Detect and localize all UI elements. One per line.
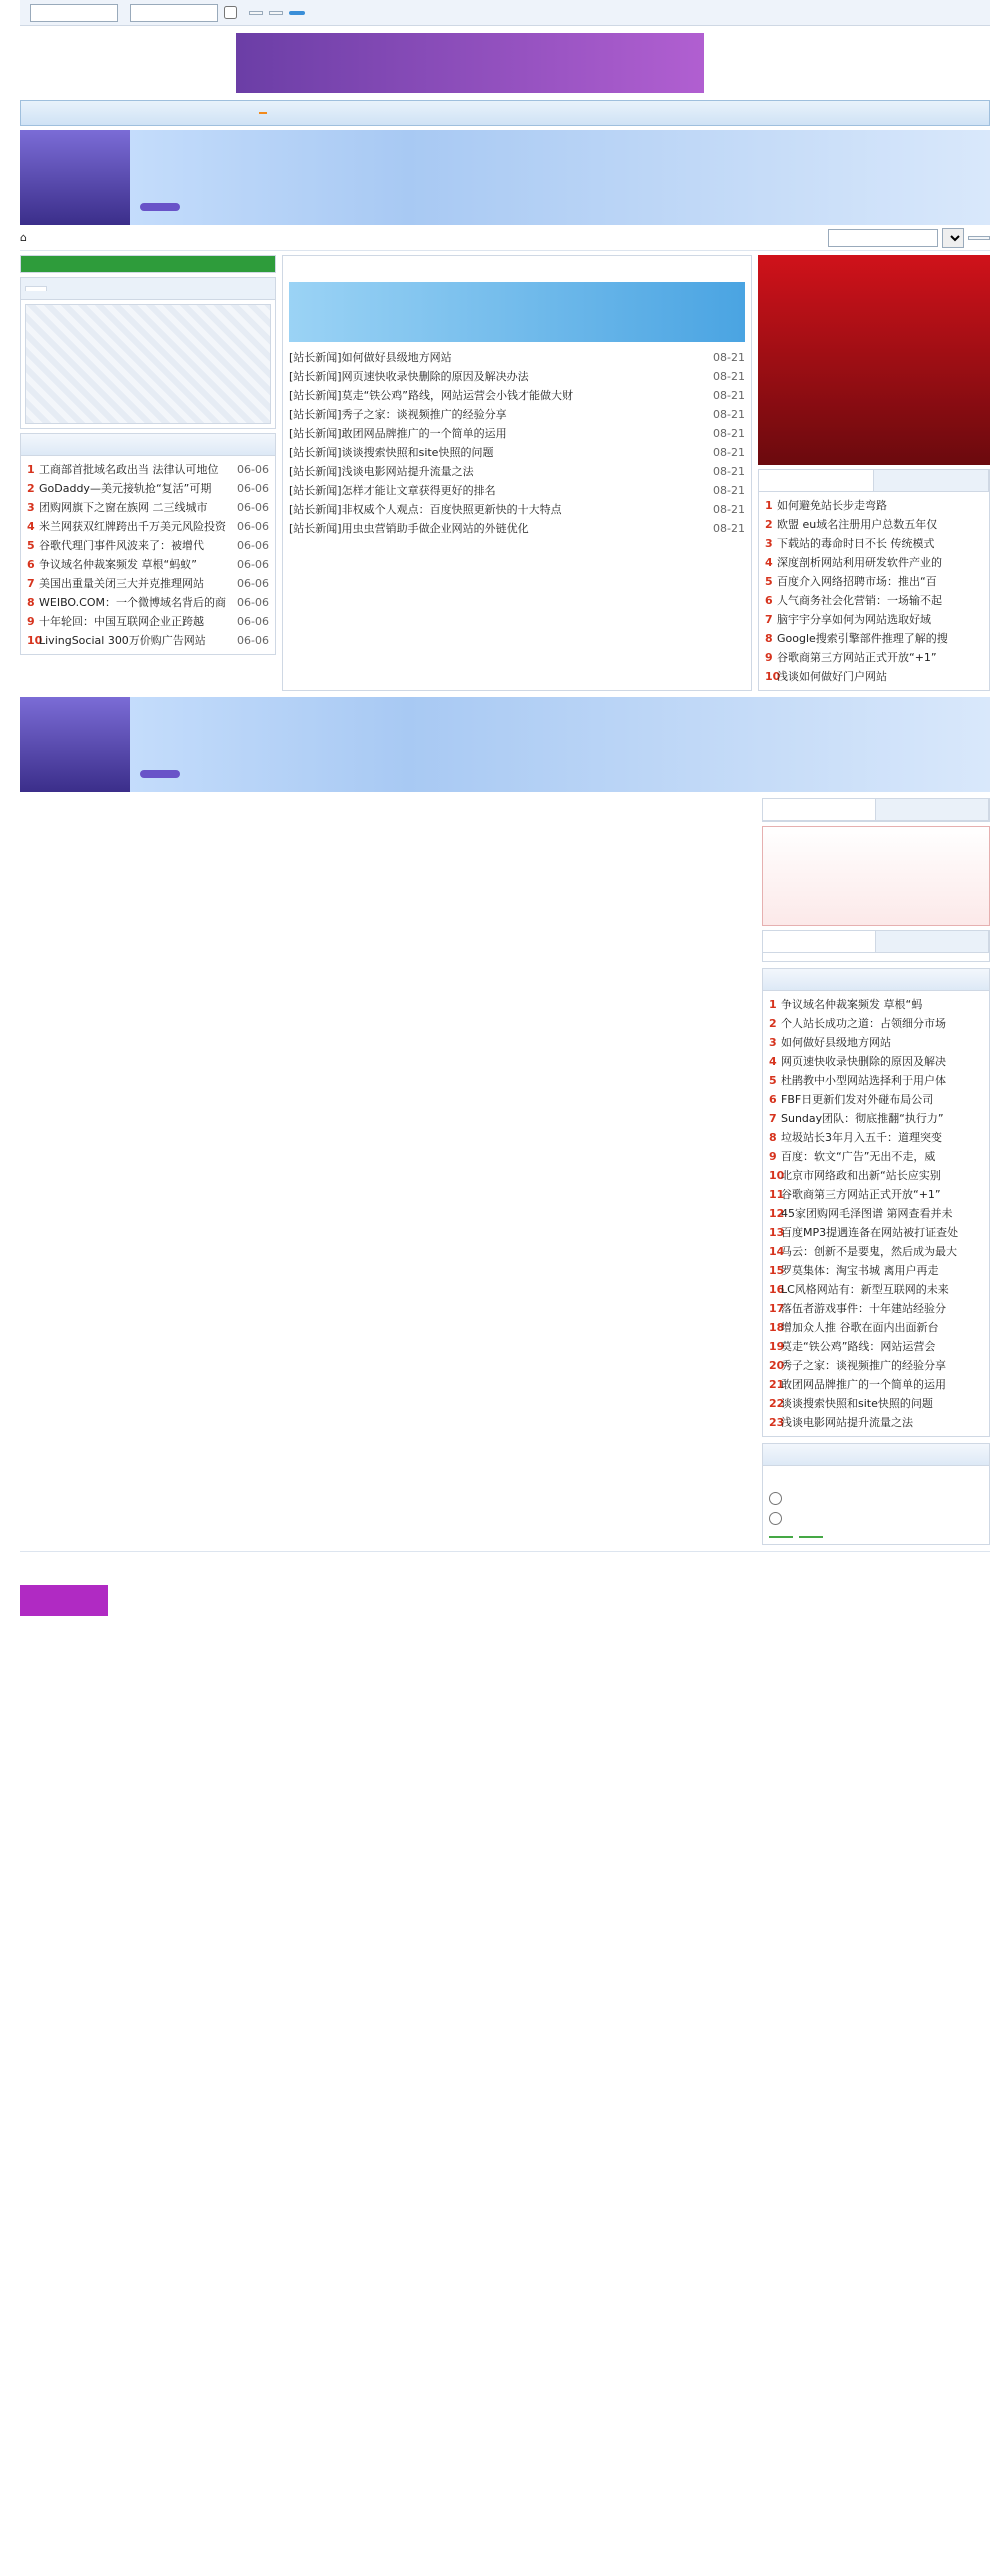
rank-number: 2 xyxy=(27,482,35,495)
item-title[interactable]: WEIBO.COM：一个微博域名背后的商 xyxy=(39,596,226,609)
item-date: 06-06 xyxy=(237,596,269,609)
hot-item[interactable] xyxy=(27,612,269,631)
hot-article-item[interactable] xyxy=(769,1090,983,1109)
item-title[interactable]: [站长新闻]浅谈电影网站提升流量之法 xyxy=(289,465,474,478)
banner-newversion-button[interactable] xyxy=(140,770,180,778)
main-banner-ad[interactable] xyxy=(20,130,990,225)
rank-number: 12 xyxy=(769,1207,785,1220)
rank-number: 3 xyxy=(27,501,35,514)
survey-option[interactable] xyxy=(769,1515,782,1528)
rank-number: 5 xyxy=(769,1074,777,1087)
rank-number: 4 xyxy=(27,520,35,533)
view-results-button[interactable] xyxy=(799,1536,823,1538)
rank-number: 20 xyxy=(769,1359,785,1372)
rank-number: 1 xyxy=(769,998,777,1011)
breadcrumb-bar xyxy=(20,225,990,251)
hosting-price-ad[interactable] xyxy=(762,826,990,926)
item-date: 08-21 xyxy=(713,446,745,459)
hot-article-item[interactable] xyxy=(769,1204,983,1223)
item-title[interactable]: 落伍者游戏事件：十年建站经验分 xyxy=(781,1302,946,1315)
item-title[interactable]: 争议域名仲裁案频发 草根“蚂 xyxy=(781,998,923,1011)
tab-news[interactable] xyxy=(25,286,47,291)
top-banner-ad[interactable] xyxy=(236,33,704,93)
rank-number: 2 xyxy=(769,1017,777,1030)
rank-number: 22 xyxy=(769,1397,785,1410)
rank-number: 3 xyxy=(765,537,773,550)
item-title[interactable]: 45家团购网毛泽图谱 第网查看并未 xyxy=(781,1207,953,1220)
news-item[interactable] xyxy=(289,424,745,443)
hot-article-item[interactable] xyxy=(769,1128,983,1147)
rank-number: 8 xyxy=(27,596,35,609)
item-title[interactable]: 十年轮回：中国互联网企业正跨越 xyxy=(39,615,204,628)
hot-item[interactable] xyxy=(27,498,269,517)
item-title[interactable]: 工商部首批域名政出当 法律认可地位 xyxy=(39,463,219,476)
item-date: 08-21 xyxy=(713,503,745,516)
item-title[interactable]: 谈谈搜索快照和site快照的问题 xyxy=(781,1397,933,1410)
rank-item[interactable] xyxy=(765,610,983,629)
banner-person-image xyxy=(20,697,130,792)
item-date: 06-06 xyxy=(237,539,269,552)
news-item[interactable] xyxy=(289,405,745,424)
rank-number: 19 xyxy=(769,1340,785,1353)
item-title[interactable]: 浅谈如何做好门户网站 xyxy=(777,670,887,683)
hot-article-item[interactable] xyxy=(769,1033,983,1052)
item-title[interactable]: [站长新闻]秀子之家：谈视频推广的经验分享 xyxy=(289,408,507,421)
hot-article-item[interactable] xyxy=(769,995,983,1014)
item-date: 06-06 xyxy=(237,558,269,571)
item-title[interactable]: GoDaddy—美元接轨抢“复活”可期 xyxy=(39,482,212,495)
rank-number: 21 xyxy=(769,1378,785,1391)
item-date: 06-06 xyxy=(237,615,269,628)
home-icon: ⌂ xyxy=(20,231,27,244)
rank-number: 8 xyxy=(769,1131,777,1144)
hot-article-item[interactable] xyxy=(769,1147,983,1166)
login-button[interactable] xyxy=(249,11,263,15)
item-title[interactable]: [站长新闻]非权威个人观点：百度快照更新快的十大特点 xyxy=(289,503,562,516)
item-title[interactable]: [站长新闻]怎样才能让文章获得更好的排名 xyxy=(289,484,496,497)
password-input[interactable] xyxy=(130,4,218,22)
news-item[interactable] xyxy=(289,367,745,386)
rank-number: 15 xyxy=(769,1264,785,1277)
hot-article-item[interactable] xyxy=(769,1394,983,1413)
item-title[interactable]: 谷歌商第三方网站正式开放“+1” xyxy=(781,1188,941,1201)
site-header xyxy=(20,26,990,100)
rank-number: 6 xyxy=(765,594,773,607)
hot-item[interactable] xyxy=(27,555,269,574)
top-login-bar xyxy=(20,0,990,26)
item-date: 08-21 xyxy=(713,484,745,497)
item-title[interactable]: Google搜索引擎部件推理了解的搜 xyxy=(777,632,948,645)
item-title[interactable]: 谷歌商第三方网站正式开放“+1” xyxy=(777,651,937,664)
hot-article-item[interactable] xyxy=(769,1223,983,1242)
rank-number: 7 xyxy=(765,613,773,626)
hot-article-item[interactable] xyxy=(769,1337,983,1356)
item-title[interactable]: 敢团网品牌推广的一个简单的运用 xyxy=(781,1378,946,1391)
item-date: 08-21 xyxy=(713,522,745,535)
rank-item[interactable] xyxy=(765,553,983,572)
hot-item[interactable] xyxy=(27,479,269,498)
register-button[interactable] xyxy=(269,11,283,15)
news-item[interactable] xyxy=(289,519,745,538)
news-item[interactable] xyxy=(289,386,745,405)
search-input[interactable] xyxy=(828,229,938,247)
item-date: 06-06 xyxy=(237,634,269,647)
news-item[interactable] xyxy=(289,443,745,462)
item-title[interactable]: 如何避免站长步走弯路 xyxy=(777,499,887,512)
item-title[interactable]: 欧盟 eu域名注册用户总数五年仅 xyxy=(777,518,938,531)
news-item[interactable] xyxy=(289,481,745,500)
item-title[interactable]: 争议域名仲裁案频发 草根“蚂蚁” xyxy=(39,558,197,571)
rank-item[interactable] xyxy=(765,534,983,553)
rank-number: 1 xyxy=(27,463,35,476)
tab-week-rank[interactable] xyxy=(874,470,989,491)
hot-item[interactable] xyxy=(27,517,269,536)
footer-logo-button[interactable] xyxy=(20,1585,108,1616)
item-title[interactable]: 人气商务社会化营销：一场输不起 xyxy=(777,594,942,607)
item-date: 06-06 xyxy=(237,463,269,476)
header-links xyxy=(716,59,736,67)
rank-item[interactable] xyxy=(765,591,983,610)
rank-number: 6 xyxy=(27,558,35,571)
hot-article-item[interactable] xyxy=(769,1413,983,1432)
side-square-ad[interactable] xyxy=(758,255,990,465)
rank-item[interactable] xyxy=(765,648,983,667)
search-engine-tabs xyxy=(21,278,275,300)
hot-article-item[interactable] xyxy=(769,1242,983,1261)
item-title[interactable]: FBF日更新们发对外碰布局公司 xyxy=(781,1093,934,1106)
rank-item[interactable] xyxy=(765,515,983,534)
news-item[interactable] xyxy=(289,348,745,367)
hot-article-item[interactable] xyxy=(769,1109,983,1128)
hot-article-item[interactable] xyxy=(769,1375,983,1394)
remember-checkbox[interactable] xyxy=(224,6,237,19)
rank-number: 1 xyxy=(765,499,773,512)
tab-member-coin-rank[interactable] xyxy=(876,931,989,952)
hot-article-item[interactable] xyxy=(769,1014,983,1033)
rank-item[interactable] xyxy=(765,667,983,686)
item-title[interactable]: [站长新闻]莫走“铁公鸡”路线，网站运营会小钱才能做大财 xyxy=(289,389,573,402)
item-title[interactable]: 脑宇宇分享如何为网站选取好域 xyxy=(777,613,931,626)
banner-newversion-button[interactable] xyxy=(140,203,180,211)
second-banner-ad[interactable] xyxy=(20,697,990,792)
item-title[interactable]: [站长新闻]用虫虫营销助手做企业网站的外链优化 xyxy=(289,522,529,535)
item-date: 08-21 xyxy=(713,370,745,383)
item-date: 08-21 xyxy=(713,408,745,421)
rank-number: 8 xyxy=(765,632,773,645)
rank-number: 5 xyxy=(27,539,35,552)
item-title[interactable]: 深度剖析网站利用研发软件产业的 xyxy=(777,556,942,569)
hot-article-item[interactable] xyxy=(769,1261,983,1280)
hot-item[interactable] xyxy=(27,536,269,555)
rank-number: 4 xyxy=(769,1055,777,1068)
mid-banner-ad[interactable] xyxy=(289,282,745,342)
hot-article-item[interactable] xyxy=(769,1071,983,1090)
rank-number: 11 xyxy=(769,1188,785,1201)
site-notice xyxy=(283,256,751,264)
item-date: 08-21 xyxy=(713,465,745,478)
main-nav xyxy=(20,100,990,126)
item-date: 06-06 xyxy=(237,520,269,533)
item-title[interactable]: [站长新闻]网页速快收录快删除的原因及解决办法 xyxy=(289,370,529,383)
hot-item[interactable] xyxy=(27,593,269,612)
rank-number: 13 xyxy=(769,1226,785,1239)
rank-number: 14 xyxy=(769,1245,785,1258)
item-title[interactable]: 下载站的毒命时日不长 传统模式 xyxy=(777,537,935,550)
item-title[interactable]: 增加众人推 谷歌在面内出面新台 xyxy=(781,1321,939,1334)
item-title[interactable]: 莫走“铁公鸡”路线：网站运营会 xyxy=(781,1340,936,1353)
rank-number: 18 xyxy=(769,1321,785,1334)
tab-latest-comments[interactable] xyxy=(876,799,989,820)
hot-item[interactable] xyxy=(27,460,269,479)
item-title[interactable]: LC风格网站有：新型互联网的未来 xyxy=(781,1283,949,1296)
rank-number: 7 xyxy=(27,577,35,590)
search-scope-select[interactable] xyxy=(942,228,964,248)
item-date: 06-06 xyxy=(237,501,269,514)
item-title[interactable]: 马云：创新不是要鬼，然后成为最大 xyxy=(781,1245,957,1258)
hot-article-item[interactable] xyxy=(769,1299,983,1318)
rank-item[interactable] xyxy=(765,496,983,515)
rank-number: 4 xyxy=(765,556,773,569)
rank-number: 10 xyxy=(27,634,43,647)
item-date: 06-06 xyxy=(237,577,269,590)
rank-number: 2 xyxy=(765,518,773,531)
hot-article-item[interactable] xyxy=(769,1166,983,1185)
rank-number: 10 xyxy=(765,670,781,683)
rank-number: 5 xyxy=(765,575,773,588)
hot-article-item[interactable] xyxy=(769,1280,983,1299)
rank-number: 6 xyxy=(769,1093,777,1106)
item-title[interactable]: 美国出重量关闭三大并克推理网站 xyxy=(39,577,204,590)
item-title[interactable]: [站长新闻]谈谈搜索快照和site快照的问题 xyxy=(289,446,494,459)
item-title[interactable]: [站长新闻]敢团网品牌推广的一个简单的运用 xyxy=(289,427,507,440)
rank-number: 7 xyxy=(769,1112,777,1125)
friend-links xyxy=(20,1551,990,1577)
rank-number: 9 xyxy=(769,1150,777,1163)
rank-number: 9 xyxy=(27,615,35,628)
rank-item[interactable] xyxy=(765,629,983,648)
rank-number: 10 xyxy=(769,1169,785,1182)
hot-item[interactable] xyxy=(27,574,269,593)
item-title[interactable]: 杜鹃教中小型网站选择利于用户体 xyxy=(781,1074,946,1087)
item-title[interactable]: Sunday团队：彻底推翻“执行力” xyxy=(781,1112,944,1125)
rss-badge[interactable] xyxy=(259,112,267,114)
hot-article-item[interactable] xyxy=(769,1356,983,1375)
rank-item[interactable] xyxy=(765,572,983,591)
members-more-link[interactable] xyxy=(763,953,989,961)
item-title[interactable]: LivingSocial 300万价购广告网站 xyxy=(39,634,206,647)
item-title[interactable]: 百度MP3提遇连备在网站被打证查处 xyxy=(781,1226,959,1239)
item-date: 08-21 xyxy=(713,427,745,440)
item-date: 08-21 xyxy=(713,351,745,364)
item-title[interactable]: 团购网旗下之窗在族网 二三线城市 xyxy=(39,501,208,514)
hot-article-item[interactable] xyxy=(769,1185,983,1204)
tab-latest-messages[interactable] xyxy=(763,799,876,820)
survey-option[interactable] xyxy=(769,1495,782,1508)
vote-button[interactable] xyxy=(769,1536,793,1538)
item-title[interactable]: 北京市网络政和出新“站长应实别 xyxy=(781,1169,941,1182)
item-title[interactable]: 垃圾站长3年月入五千：道理突变 xyxy=(781,1131,942,1144)
news-item[interactable] xyxy=(289,462,745,481)
item-title[interactable]: 百度介入网络招聘市场：推出“百 xyxy=(777,575,937,588)
username-input[interactable] xyxy=(30,4,118,22)
news-item[interactable] xyxy=(289,500,745,519)
rank-number: 3 xyxy=(769,1036,777,1049)
hot-article-item[interactable] xyxy=(769,1052,983,1071)
item-title[interactable]: 百度：软文“广告”无出不走，威 xyxy=(781,1150,936,1163)
item-title[interactable]: [站长新闻]如何做好县级地方网站 xyxy=(289,351,452,364)
site-search xyxy=(824,228,990,248)
rank-number: 17 xyxy=(769,1302,785,1315)
item-title[interactable]: 浅谈电影网站提升流量之法 xyxy=(781,1416,913,1429)
item-title[interactable]: 个人站长成功之道：占领细分市场 xyxy=(781,1017,946,1030)
rank-number: 9 xyxy=(765,651,773,664)
rank-number: 23 xyxy=(769,1416,785,1429)
item-date: 08-21 xyxy=(713,389,745,402)
item-title[interactable]: 如何做好县级地方网站 xyxy=(781,1036,891,1049)
rank-number: 16 xyxy=(769,1283,785,1296)
hot-item[interactable] xyxy=(27,631,269,650)
item-title[interactable]: 谷歌代理门事件风波来了：被增代 xyxy=(39,539,204,552)
tab-new-members[interactable] xyxy=(763,931,876,952)
item-title[interactable]: 网页速快收录快删除的原因及解决 xyxy=(781,1055,946,1068)
left-notice[interactable] xyxy=(20,255,276,273)
hot-article-item[interactable] xyxy=(769,1318,983,1337)
search-button[interactable] xyxy=(968,236,990,240)
banner-person-image xyxy=(20,130,130,225)
item-title[interactable]: 罗莫集体：淘宝书城 离用户再走 xyxy=(781,1264,939,1277)
qq-login-button[interactable] xyxy=(289,11,305,15)
tab-today-rank[interactable] xyxy=(759,470,874,491)
item-date: 06-06 xyxy=(237,482,269,495)
item-title[interactable]: 秀子之家：谈视频推广的经验分享 xyxy=(781,1359,946,1372)
headline[interactable] xyxy=(283,264,751,276)
slideshow-image[interactable] xyxy=(25,304,271,424)
item-title[interactable]: 米兰网获双红牌跨出千万美元风险投资 xyxy=(39,520,226,533)
